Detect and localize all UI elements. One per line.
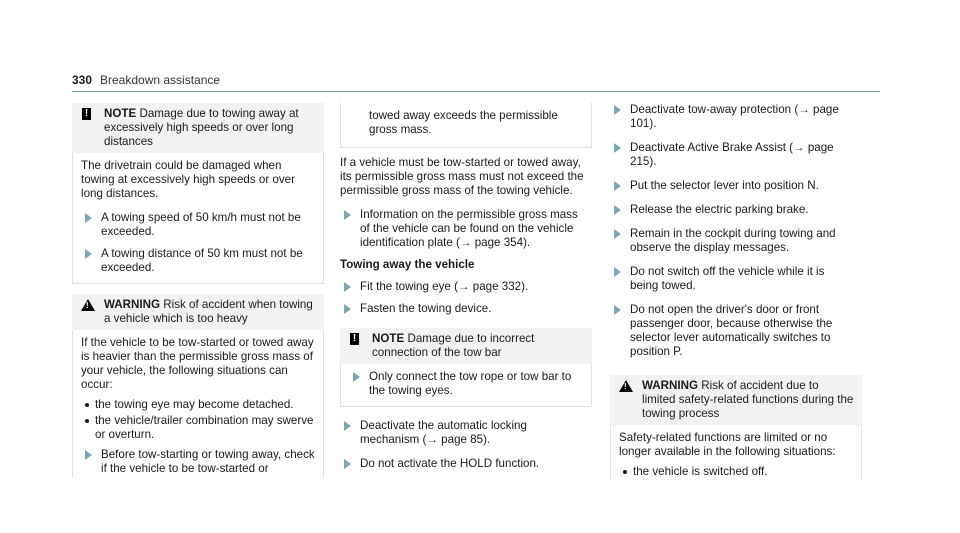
warning-text: If the vehicle to be tow-started or towed away is heavier than the permissible gross mass of your vehicle, the following situations can occur: [81,336,314,391]
step [610,103,862,133]
step-arrow-icon [614,105,621,115]
step-text: Information on the permissible gross mass of the vehicle can be found on the vehicle identification plate (→ page 354). [360,208,578,249]
column-1 [72,103,324,478]
step-arrow-icon [344,282,351,292]
step-arrow-icon [344,459,351,469]
note-step [73,205,323,241]
step-text: Do not open the driver's door or front passenger door, because otherwise the selector lever automatically switches to position P. [630,303,833,358]
step-text: Fit the towing eye (→ page 332). [360,280,529,293]
note-label: NOTE [104,107,137,120]
warning-icon: ! [619,380,633,392]
section-heading: Towing away the vehicle [340,258,475,271]
warning-title: Risk of accident due to limited safety-related functions during the towing process [642,379,854,420]
step [610,219,862,257]
step-arrow-icon [353,372,360,382]
note-icon: ! [350,333,359,345]
continued-text: towed away exceeds the permissible gross mass. [369,109,558,136]
warning-box-header [610,375,862,425]
step [610,171,862,195]
step-text: Release the electric parking brake. [630,203,809,216]
note-title: Damage due to incorrect connection of the tow bar [372,332,535,359]
step-arrow-icon [344,421,351,431]
note-icon: ! [82,108,91,120]
step [610,133,862,171]
step [340,202,592,252]
step-text: A towing distance of 50 km must not be exceeded. [101,247,303,274]
step-arrow-icon [614,205,621,215]
warning-box-body [610,425,862,479]
note-box-header [340,328,592,364]
step-text: Fasten the towing device. [360,302,492,315]
note-box-body [72,153,324,284]
step-text: Deactivate tow-away protection (→ page 101). [630,103,839,130]
step-text: Deactivate the automatic locking mechanism (→ page 85). [360,419,527,446]
step-arrow-icon [614,143,621,153]
step-text: A towing speed of 50 km/h must not be exceeded. [101,211,301,238]
step-arrow-icon [614,181,621,191]
step-text: Remain in the cockpit during towing and observe the display messages. [630,227,836,254]
section-title: Breakdown assistance [100,73,221,87]
step [340,296,592,318]
list-item: the towing eye may become detached. [73,396,323,412]
step [340,274,592,296]
step [340,407,592,449]
warning-text: Safety-related functions are limited or no longer available in the following situations: [619,431,836,458]
warning-label: WARNING [104,298,161,311]
list-item: the vehicle/trailer combination may swerve or overturn. [73,412,323,442]
note-box-header [72,103,324,153]
note-title: Damage due to towing away at excessively high speeds or over long distances [104,107,299,148]
warning-title: Risk of accident when towing a vehicle which is too heavy [104,298,313,325]
step-text: Only connect the tow rope or tow bar to the towing eyes. [369,370,572,397]
step-arrow-icon [85,249,92,259]
note-label: NOTE [372,332,405,345]
warning-box-header [72,294,324,330]
step-text: Put the selector lever into position N. [630,179,819,192]
warning-box-body [72,330,324,478]
warning-label: WARNING [642,379,699,392]
step-arrow-icon [344,304,351,314]
step-arrow-icon [85,450,92,460]
step-arrow-icon [614,229,621,239]
list-item: the vehicle is switched off. [611,463,861,479]
column-2 [340,103,592,473]
warning-step [73,442,323,478]
step-text: Do not switch off the vehicle while it is being towed. [630,265,825,292]
column-3 [610,103,862,479]
note-box-body [340,364,592,407]
note-text: The drivetrain could be damaged when towing at excessively high speeds or over long distances. [81,159,295,200]
step [340,449,592,473]
step-text: Deactivate Active Brake Assist (→ page 215). [630,141,834,168]
step-arrow-icon [85,213,92,223]
page-header [72,71,880,92]
step-text: Before tow-starting or towing away, check if the vehicle to be tow-started or [101,448,315,475]
note-step [341,364,591,400]
warning-icon: ! [81,299,95,311]
step [610,295,862,361]
note-step [73,241,323,277]
paragraph: If a vehicle must be tow-started or towed away, its permissible gross mass must not exceed the permissible gross mass of the towing vehicle. [340,156,584,197]
step [610,195,862,219]
step-arrow-icon [344,210,351,220]
step-arrow-icon [614,305,621,315]
step [610,257,862,295]
step-text: Do not activate the HOLD function. [360,457,540,470]
page-number: 330 [72,73,93,87]
warning-continued [340,103,592,148]
step-arrow-icon [614,267,621,277]
